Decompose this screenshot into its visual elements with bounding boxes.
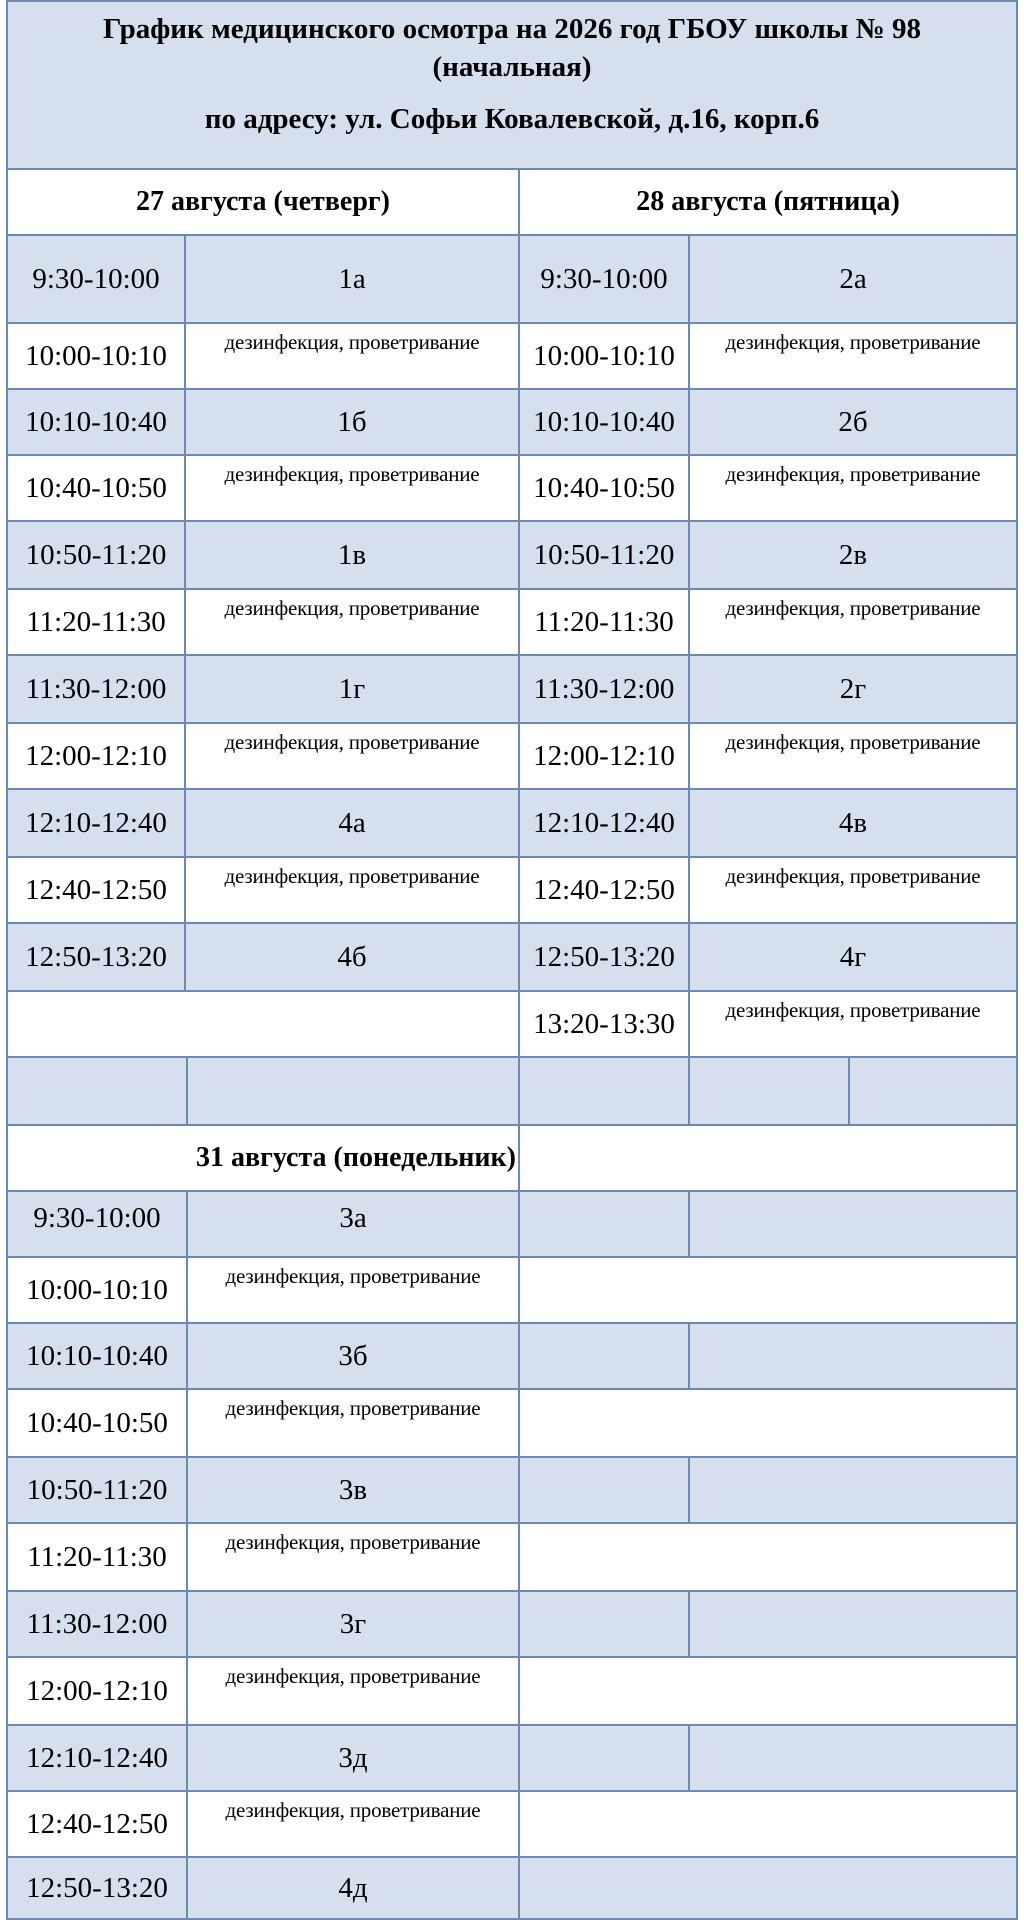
empty-cell: [518, 1190, 690, 1258]
mon-disinfection-cell: дезинфекция, проветривание: [186, 1790, 520, 1858]
thu-disinfection-cell: дезинфекция, проветривание: [184, 454, 520, 522]
mon-time-cell: 11:20-11:30: [6, 1522, 188, 1592]
empty-cell: [518, 1724, 690, 1792]
fri-class-cell: 2г: [688, 654, 1018, 724]
fri-disinfection-cell: дезинфекция, проветривание: [688, 990, 1018, 1058]
empty-cell: [518, 1322, 690, 1390]
mon-time-cell: 10:00-10:10: [6, 1256, 188, 1324]
mon-time-cell: 9:30-10:00: [6, 1190, 188, 1258]
empty-cell: [518, 1522, 1018, 1592]
fri-disinfection-cell: дезинфекция, проветривание: [688, 856, 1018, 924]
schedule-title: График медицинского осмотра на 2026 год ГБОУ школы № 98 (начальная): [102, 13, 922, 83]
fri-time-cell: 10:40-10:50: [518, 454, 690, 522]
fri-class-cell: 2б: [688, 388, 1018, 456]
empty-cell: [518, 1456, 690, 1524]
fri-time-cell: 10:00-10:10: [518, 322, 690, 390]
mon-disinfection-cell: дезинфекция, проветривание: [186, 1388, 520, 1458]
mon-class-cell: 3г: [186, 1590, 520, 1658]
fri-time-cell: 11:30-12:00: [518, 654, 690, 724]
spacer-cell: [518, 1056, 690, 1126]
mon-disinfection-cell: дезинфекция, проветривание: [186, 1256, 520, 1324]
day-header-friday: 28 августа (пятница): [518, 168, 1018, 236]
empty-cell: [518, 1656, 1018, 1726]
thu-time-cell: 9:30-10:00: [6, 234, 186, 324]
fri-disinfection-cell: дезинфекция, проветривание: [688, 322, 1018, 390]
thu-time-cell: 12:00-12:10: [6, 722, 186, 790]
thu-class-cell: 4б: [184, 922, 520, 992]
fri-class-cell: 2в: [688, 520, 1018, 590]
thu-time-cell: 12:10-12:40: [6, 788, 186, 858]
empty-cell: [688, 1724, 1018, 1792]
thu-class-cell: 1г: [184, 654, 520, 724]
thu-time-cell: 10:10-10:40: [6, 388, 186, 456]
thu-class-cell: 1в: [184, 520, 520, 590]
thu-class-cell: 1а: [184, 234, 520, 324]
mon-class-cell: 4д: [186, 1856, 520, 1920]
thu-class-cell: 1б: [184, 388, 520, 456]
mon-time-cell: 10:10-10:40: [6, 1322, 188, 1390]
thu-time-cell: 12:50-13:20: [6, 922, 186, 992]
empty-cell: [688, 1190, 1018, 1258]
fri-time-cell: 9:30-10:00: [518, 234, 690, 324]
empty-cell: [518, 1388, 1018, 1458]
thu-time-cell: 12:40-12:50: [6, 856, 186, 924]
thu-disinfection-cell: дезинфекция, проветривание: [184, 722, 520, 790]
mon-time-cell: 11:30-12:00: [6, 1590, 188, 1658]
thu-time-cell: 10:40-10:50: [6, 454, 186, 522]
thu-time-cell: 11:20-11:30: [6, 588, 186, 656]
thu-time-cell: 11:30-12:00: [6, 654, 186, 724]
day-header-thursday: 27 августа (четверг): [6, 168, 520, 236]
title-cell: [6, 0, 1018, 170]
day-header-monday: 31 августа (понедельник): [6, 1124, 520, 1192]
spacer-cell: [688, 1056, 850, 1126]
fri-time-cell: 12:00-12:10: [518, 722, 690, 790]
fri-class-cell: 4г: [688, 922, 1018, 992]
schedule-address: по адресу: ул. Софьи Ковалевской, д.16, корп.6: [204, 103, 820, 135]
fri-time-cell: 11:20-11:30: [518, 588, 690, 656]
fri-time-cell: 13:20-13:30: [518, 990, 690, 1058]
spacer-cell: [186, 1056, 520, 1126]
empty-cell: [518, 1590, 690, 1658]
fri-class-cell: 2а: [688, 234, 1018, 324]
fri-disinfection-cell: дезинфекция, проветривание: [688, 588, 1018, 656]
fri-disinfection-cell: дезинфекция, проветривание: [688, 722, 1018, 790]
thu-time-cell: 10:00-10:10: [6, 322, 186, 390]
thu-empty-cell: [6, 990, 520, 1058]
empty-cell: [518, 1856, 1018, 1920]
mon-class-cell: 3а: [186, 1190, 520, 1258]
empty-cell: [688, 1322, 1018, 1390]
mon-time-cell: 10:50-11:20: [6, 1456, 188, 1524]
monday-header-empty: [518, 1124, 1018, 1192]
empty-cell: [518, 1790, 1018, 1858]
fri-time-cell: 12:50-13:20: [518, 922, 690, 992]
fri-disinfection-cell: дезинфекция, проветривание: [688, 454, 1018, 522]
thu-disinfection-cell: дезинфекция, проветривание: [184, 856, 520, 924]
mon-class-cell: 3д: [186, 1724, 520, 1792]
fri-class-cell: 4в: [688, 788, 1018, 858]
fri-time-cell: 12:40-12:50: [518, 856, 690, 924]
empty-cell: [688, 1456, 1018, 1524]
mon-disinfection-cell: дезинфекция, проветривание: [186, 1656, 520, 1726]
thu-disinfection-cell: дезинфекция, проветривание: [184, 322, 520, 390]
fri-time-cell: 10:10-10:40: [518, 388, 690, 456]
thu-disinfection-cell: дезинфекция, проветривание: [184, 588, 520, 656]
mon-disinfection-cell: дезинфекция, проветривание: [186, 1522, 520, 1592]
mon-time-cell: 12:50-13:20: [6, 1856, 188, 1920]
fri-time-cell: 10:50-11:20: [518, 520, 690, 590]
spacer-cell: [6, 1056, 188, 1126]
mon-class-cell: 3в: [186, 1456, 520, 1524]
mon-time-cell: 12:00-12:10: [6, 1656, 188, 1726]
empty-cell: [518, 1256, 1018, 1324]
thu-class-cell: 4а: [184, 788, 520, 858]
spacer-cell: [848, 1056, 1018, 1126]
empty-cell: [688, 1590, 1018, 1658]
fri-time-cell: 12:10-12:40: [518, 788, 690, 858]
mon-time-cell: 12:10-12:40: [6, 1724, 188, 1792]
thu-time-cell: 10:50-11:20: [6, 520, 186, 590]
mon-time-cell: 12:40-12:50: [6, 1790, 188, 1858]
mon-time-cell: 10:40-10:50: [6, 1388, 188, 1458]
mon-class-cell: 3б: [186, 1322, 520, 1390]
